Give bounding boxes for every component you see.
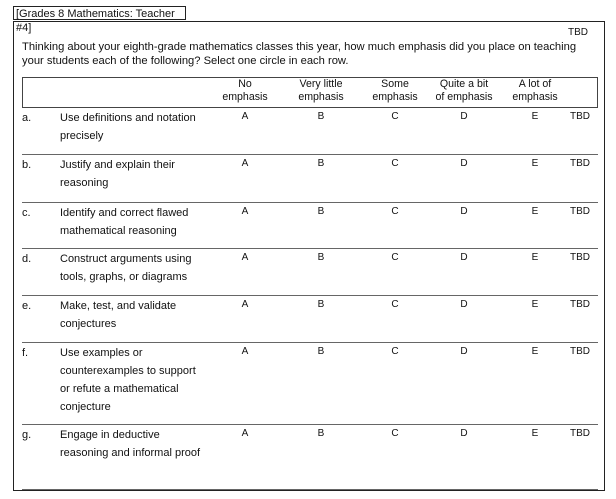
row-tbd-label: TBD (570, 299, 590, 310)
response-option-e[interactable]: E (531, 346, 539, 357)
response-option-b[interactable]: B (317, 428, 325, 439)
question-text: Thinking about your eighth-grade mathematics classes this year, how much emphasis did you place on teaching your students each of the following? Select one circle in each row. (22, 41, 577, 67)
response-option-a[interactable]: A (241, 158, 249, 169)
response-option-d[interactable]: D (460, 346, 468, 357)
response-option-d[interactable]: D (460, 158, 468, 169)
response-option-c[interactable]: C (391, 428, 399, 439)
response-option-a[interactable]: A (241, 346, 249, 357)
response-option-e[interactable]: E (531, 428, 539, 439)
scale-header-line2: emphasis (298, 91, 344, 103)
scale-header-c (365, 78, 425, 104)
item-label: Use examples or counterexamples to support or refute a mathematical conjecture (60, 347, 196, 413)
response-option-e[interactable]: E (531, 299, 539, 310)
response-option-e[interactable]: E (531, 111, 539, 122)
item-label: Make, test, and validate conjectures (60, 300, 177, 330)
scale-header-line2: emphasis (222, 91, 268, 103)
item-letter: f. (22, 347, 29, 359)
response-option-a[interactable]: A (241, 111, 249, 122)
response-option-d[interactable]: D (460, 206, 468, 217)
row-tbd-label: TBD (570, 252, 590, 263)
row-divider (22, 248, 598, 249)
response-option-c[interactable]: C (391, 346, 399, 357)
response-option-d[interactable]: D (460, 428, 468, 439)
response-option-a[interactable]: A (241, 206, 249, 217)
item-letter: b. (22, 159, 32, 171)
scale-header-line2: of emphasis (435, 91, 493, 103)
response-option-c[interactable]: C (391, 299, 399, 310)
response-option-b[interactable]: B (317, 206, 325, 217)
response-option-c[interactable]: C (391, 252, 399, 263)
response-option-d[interactable]: D (460, 111, 468, 122)
response-option-b[interactable]: B (317, 111, 325, 122)
row-divider (22, 342, 598, 343)
response-option-a[interactable]: A (241, 428, 249, 439)
row-tbd-label: TBD (570, 428, 590, 439)
scale-header-line1: Quite a bit (439, 78, 489, 90)
response-option-c[interactable]: C (391, 206, 399, 217)
scale-header-line1: No (238, 78, 252, 90)
item-label: Identify and correct flawed mathematical reasoning (60, 207, 189, 237)
row-divider (22, 489, 598, 490)
item-letter: d. (22, 253, 32, 265)
scale-header-line2: emphasis (512, 91, 558, 103)
form-title: [Grades 8 Mathematics: Teacher #4] (13, 6, 186, 20)
item-label: Justify and explain their reasoning (60, 159, 175, 189)
row-tbd-label: TBD (570, 206, 590, 217)
row-tbd-label: TBD (570, 158, 590, 169)
response-option-b[interactable]: B (317, 252, 325, 263)
response-option-c[interactable]: C (391, 111, 399, 122)
scale-header-line1: A lot of (518, 78, 552, 90)
scale-header-a (215, 78, 275, 104)
item-label: Construct arguments using tools, graphs, or diagrams (60, 253, 192, 283)
response-option-c[interactable]: C (391, 158, 399, 169)
tbd-top-label: TBD (568, 27, 588, 38)
item-letter: c. (22, 207, 31, 219)
response-option-e[interactable]: E (531, 158, 539, 169)
row-divider (22, 154, 598, 155)
item-letter: g. (22, 429, 32, 441)
row-divider (22, 295, 598, 296)
response-option-e[interactable]: E (531, 252, 539, 263)
item-letter: a. (22, 112, 32, 124)
item-letter: e. (22, 300, 32, 312)
response-option-e[interactable]: E (531, 206, 539, 217)
row-divider (22, 202, 598, 203)
response-option-d[interactable]: D (460, 252, 468, 263)
scale-header-e (505, 78, 565, 104)
item-label: Engage in deductive reasoning and informal proof (60, 429, 201, 459)
row-tbd-label: TBD (570, 111, 590, 122)
response-option-b[interactable]: B (317, 346, 325, 357)
response-option-b[interactable]: B (317, 158, 325, 169)
scale-header-line1: Very little (299, 78, 343, 90)
item-label: Use definitions and notation precisely (60, 112, 196, 142)
scale-header-line1: Some (381, 78, 409, 90)
scale-header-line2: emphasis (372, 91, 418, 103)
row-divider (22, 424, 598, 425)
response-option-d[interactable]: D (460, 299, 468, 310)
response-option-a[interactable]: A (241, 299, 249, 310)
scale-header-b (288, 78, 354, 104)
response-option-b[interactable]: B (317, 299, 325, 310)
scale-header-d (430, 78, 498, 104)
row-tbd-label: TBD (570, 346, 590, 357)
response-option-a[interactable]: A (241, 252, 249, 263)
